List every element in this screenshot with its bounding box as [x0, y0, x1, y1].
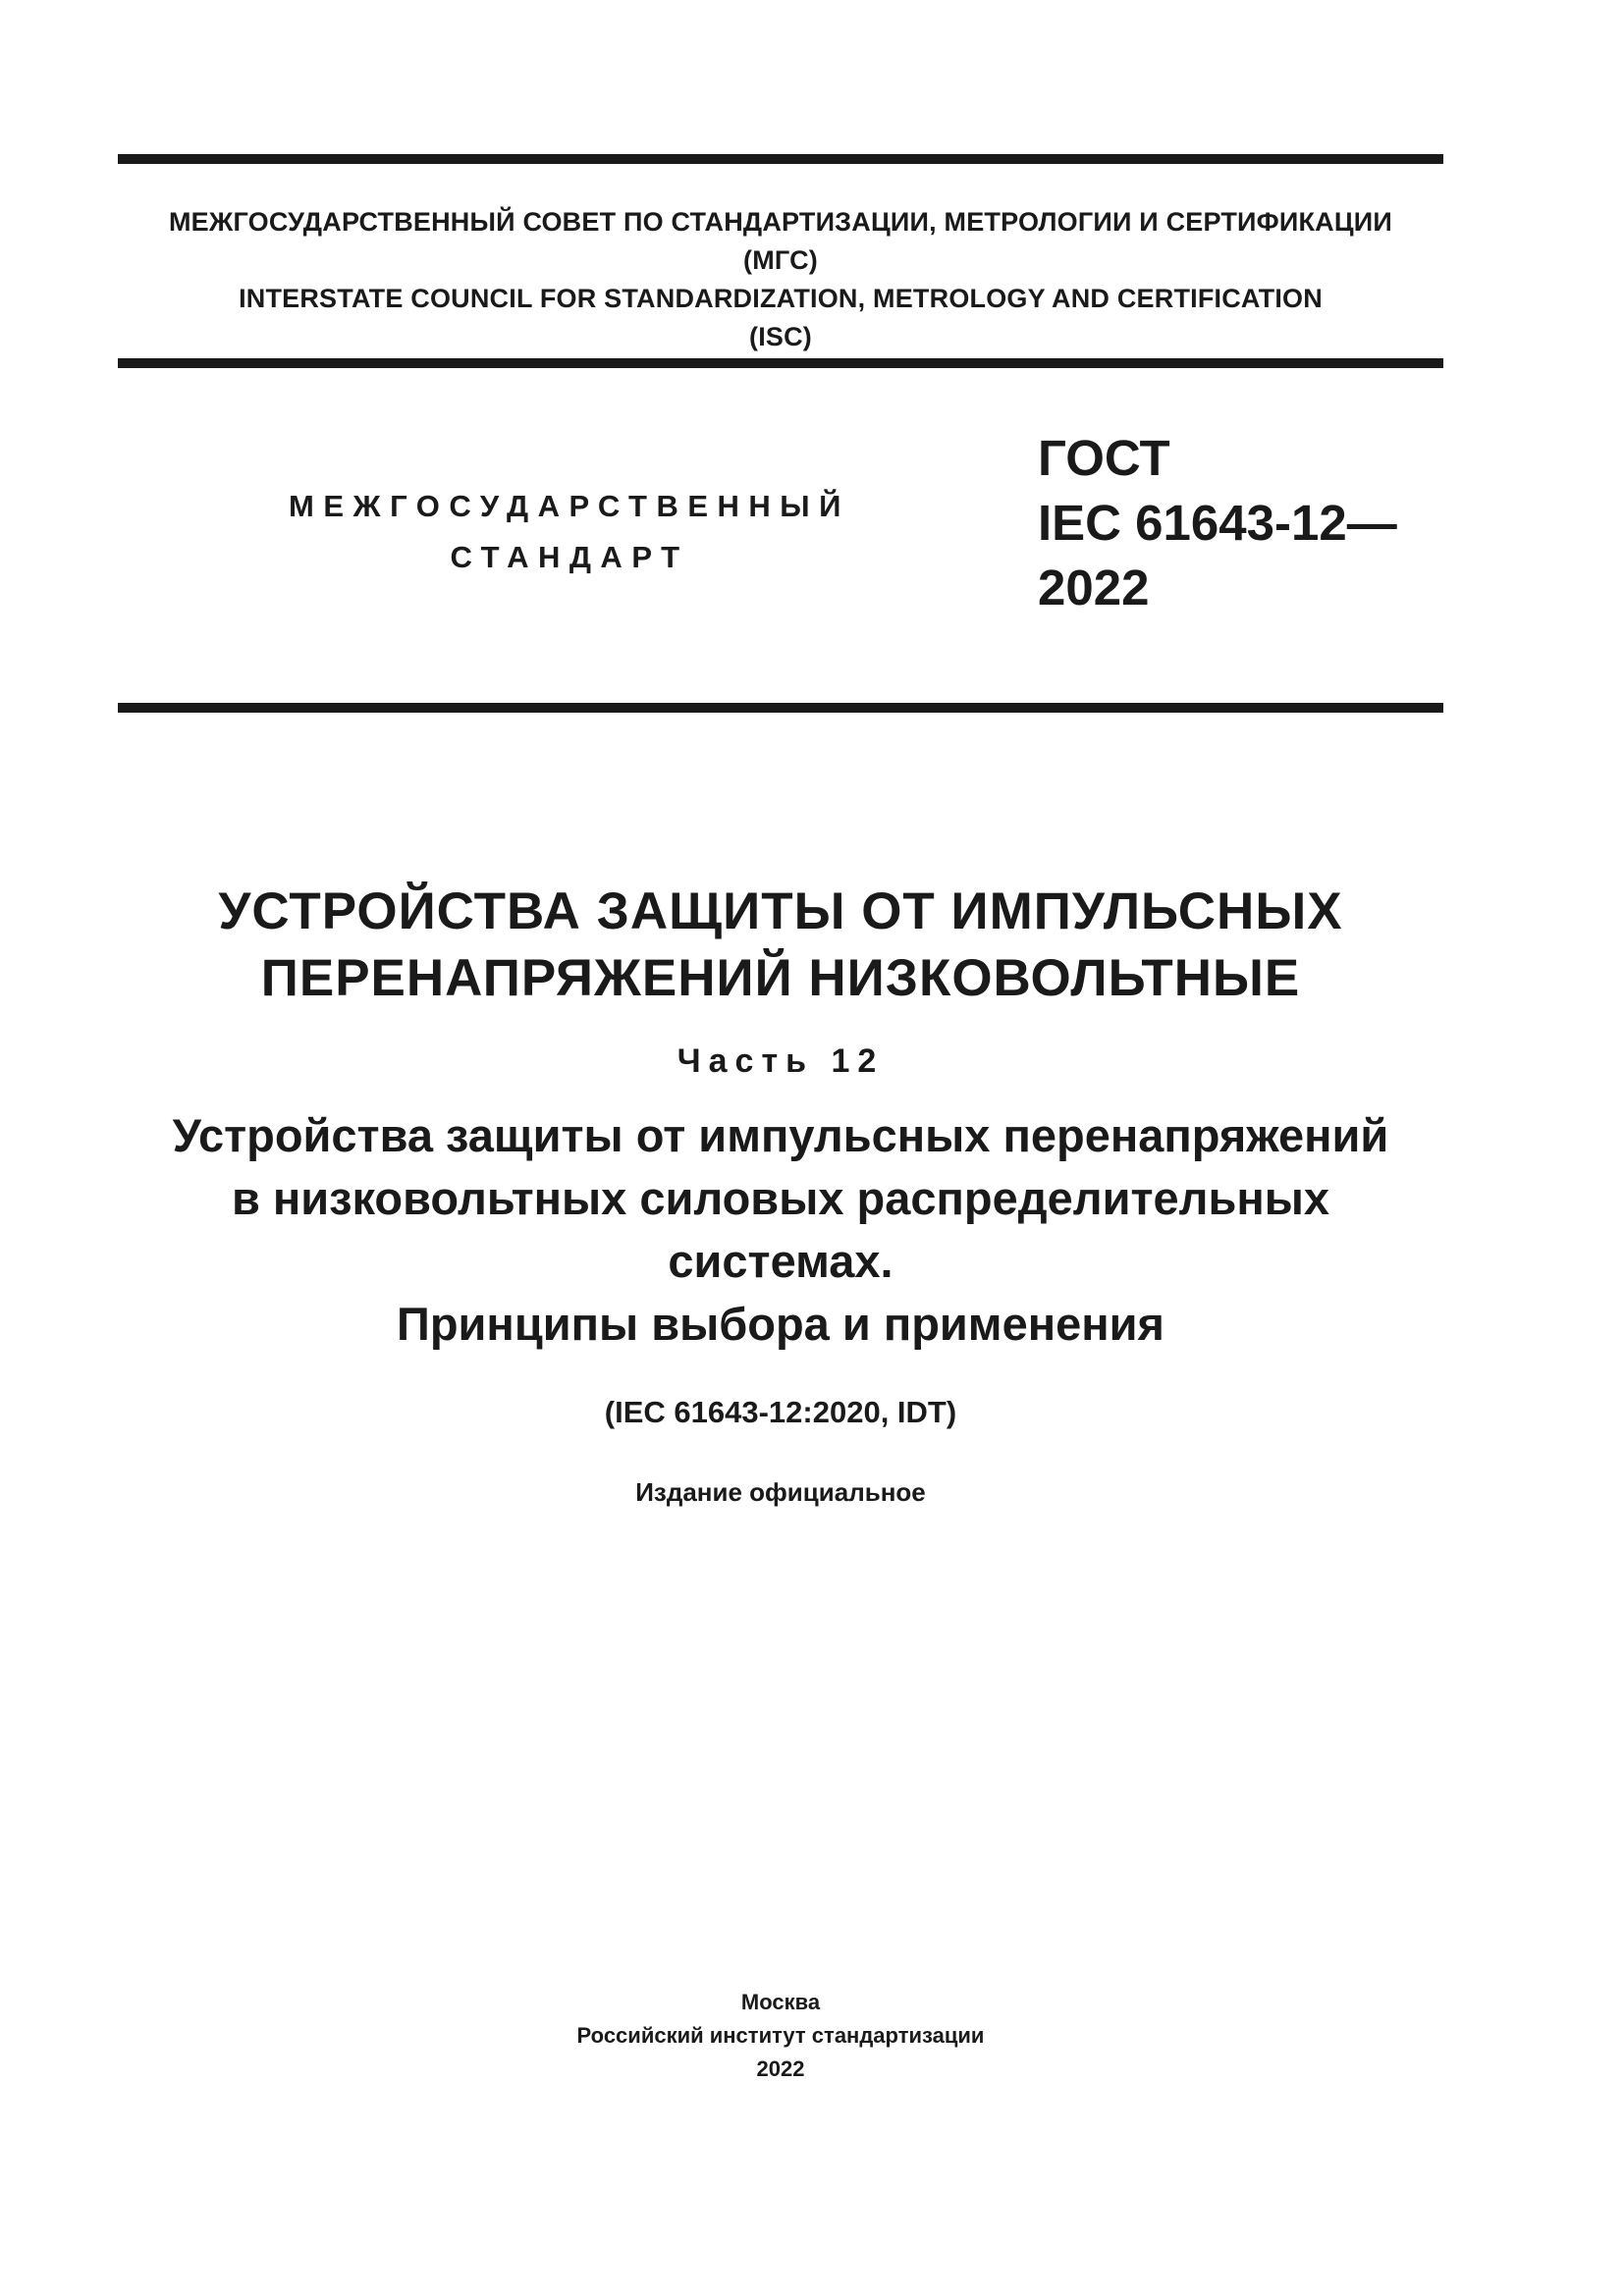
council-name-en: INTERSTATE COUNCIL FOR STANDARDIZATION, METROLOGY AND CERTIFICATION — [239, 284, 1323, 313]
subtitle-line4: Принципы выбора и применения — [397, 1298, 1164, 1350]
iec-reference: (IEC 61643-12:2020, IDT) — [604, 1395, 957, 1429]
publisher-year: 2022 — [756, 2056, 805, 2081]
designation-gost: ГОСТ — [1038, 430, 1170, 486]
standard-type-line1: МЕЖГОСУДАРСТВЕННЫЙ — [289, 489, 850, 523]
top-divider — [118, 154, 1443, 164]
designation-number: IEC 61643-12— — [1038, 495, 1397, 551]
main-title — [118, 879, 1443, 1012]
subtitle-line1: Устройства защиты от импульсных перенапряжений — [172, 1109, 1389, 1161]
designation-year: 2022 — [1038, 560, 1150, 615]
subtitle — [118, 1104, 1443, 1356]
edition-label: Издание официальное — [635, 1477, 926, 1507]
standard-designation — [1038, 426, 1397, 620]
council-header — [118, 203, 1443, 356]
subtitle-line3: системах. — [668, 1235, 893, 1287]
header-divider — [118, 358, 1443, 368]
council-abbr-en: (ISC) — [749, 322, 812, 351]
publisher-city: Москва — [740, 1990, 821, 2014]
title-block — [118, 879, 1443, 1509]
main-title-line1: УСТРОЙСТВА ЗАЩИТЫ ОТ ИМПУЛЬСНЫХ — [218, 882, 1343, 940]
subtitle-line2: в низковольтных силовых распределительных — [231, 1172, 1330, 1224]
main-title-line2: ПЕРЕНАПРЯЖЕНИЙ НИЗКОВОЛЬТНЫЕ — [260, 949, 1301, 1007]
standard-type-line2: СТАНДАРТ — [450, 540, 689, 574]
council-name-ru: МЕЖГОСУДАРСТВЕННЫЙ СОВЕТ ПО СТАНДАРТИЗАЦИИ, МЕТРОЛОГИИ И СЕРТИФИКАЦИИ — [168, 207, 1393, 237]
publisher-name: Российский институт стандартизации — [576, 2023, 985, 2048]
publisher-block — [118, 1986, 1443, 2086]
part-label: Часть 12 — [677, 1042, 885, 1080]
standard-type — [226, 481, 913, 583]
council-abbr-ru: (МГС) — [743, 245, 818, 275]
designation-divider — [118, 703, 1443, 713]
